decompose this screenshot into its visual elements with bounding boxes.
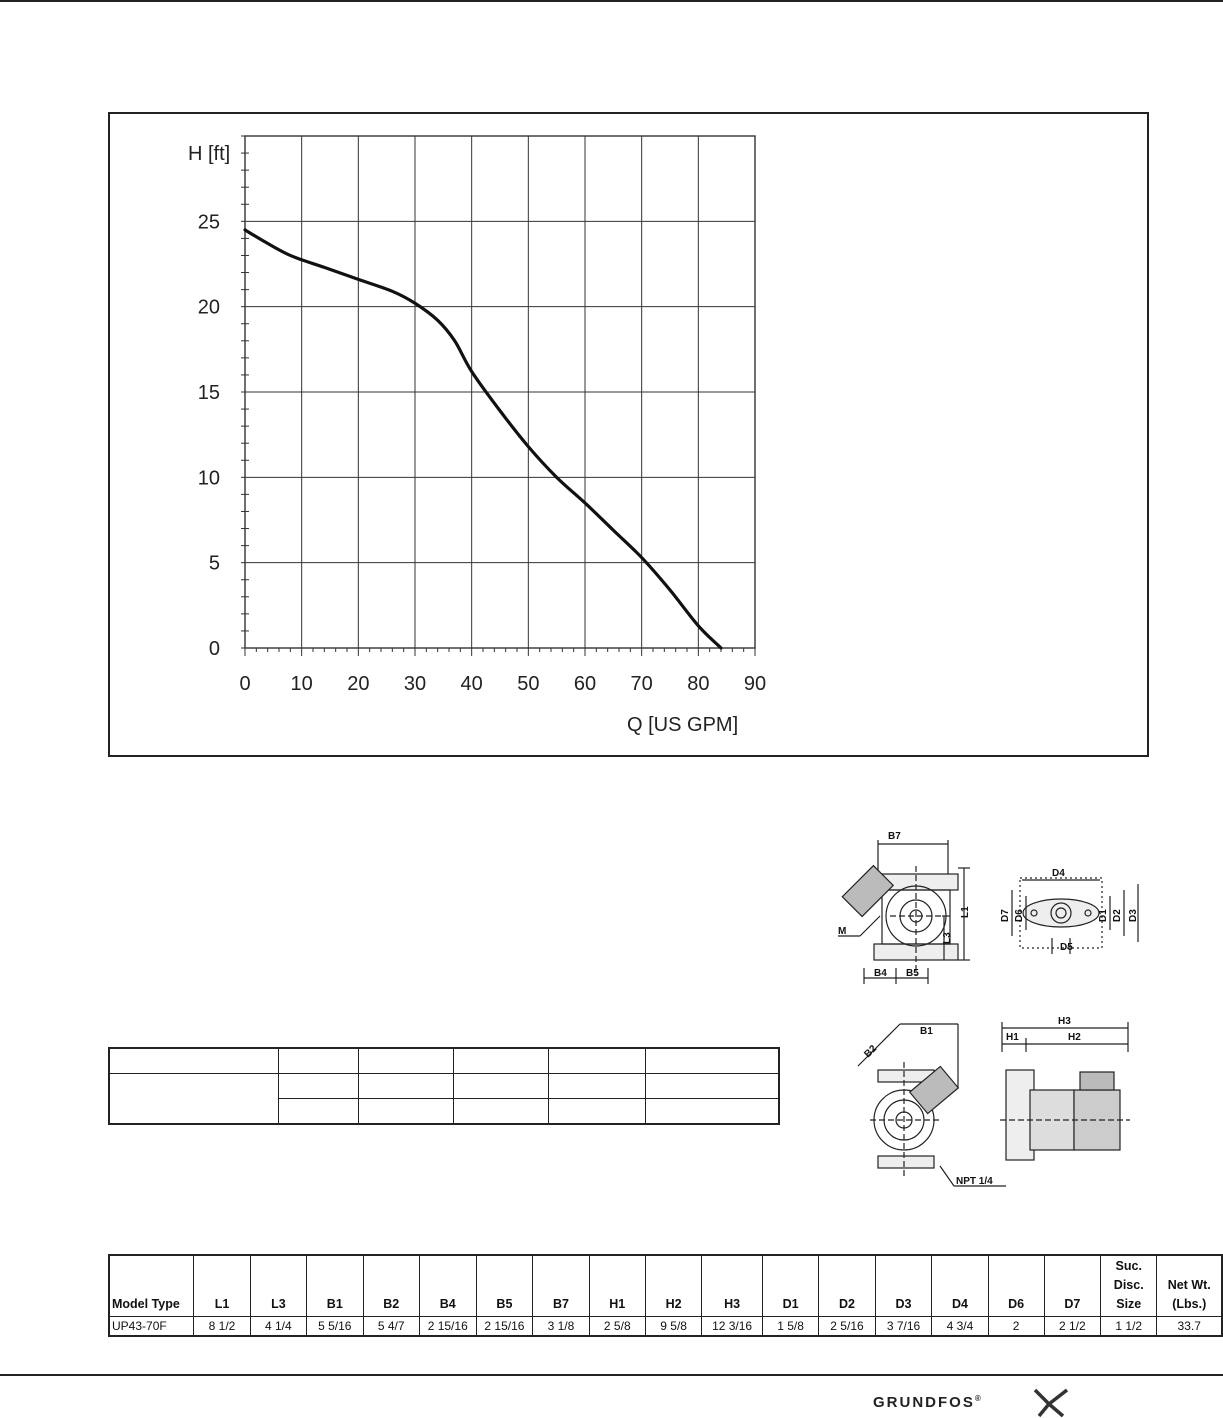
dimension-header-cell (1157, 1255, 1222, 1317)
bottom-rule (0, 1374, 1223, 1376)
y-tick-label: 25 (197, 211, 220, 234)
x-axis-title: Q [US GPM] (627, 714, 739, 736)
dimension-header-cell (819, 1255, 876, 1317)
x-tick-label: 0 (239, 673, 251, 695)
dimension-table-body (109, 1317, 1222, 1337)
front-view-drawing (838, 840, 970, 984)
top-rule (0, 0, 1223, 2)
dimension-cell: 2 5/8 (589, 1317, 645, 1337)
blank-cell (279, 1048, 359, 1074)
dimension-cell: 4 3/4 (932, 1317, 988, 1337)
label-b7: B7 (888, 831, 901, 842)
x-tick-label: 50 (517, 673, 540, 695)
dimension-header-cell (1044, 1255, 1100, 1317)
x-tick-label: 60 (573, 673, 597, 695)
y-tick-label: 15 (197, 382, 220, 404)
dimension-header-cell (476, 1255, 533, 1317)
dimension-header-text: B1 (326, 1297, 343, 1311)
label-d6: D6 (1014, 909, 1025, 922)
label-b2: B2 (862, 1043, 880, 1061)
dimension-header-text: D7 (1064, 1297, 1081, 1311)
dimension-table-header (109, 1255, 1222, 1317)
y-tick-label: 5 (208, 552, 220, 575)
blank-cell (646, 1048, 780, 1074)
dimension-header-cell (875, 1255, 932, 1317)
pump-curve-chart (108, 112, 1149, 757)
dimension-header-text: H1 (609, 1297, 626, 1311)
table-row (109, 1317, 1222, 1337)
dimension-cell: 2 (988, 1317, 1044, 1337)
dimension-header-text: Suc. (1115, 1259, 1142, 1273)
label-b1: B1 (920, 1026, 933, 1037)
dimension-cell: 33.7 (1157, 1317, 1222, 1337)
dimension-cell: 12 3/16 (702, 1317, 763, 1337)
dimension-header-text: D6 (1008, 1297, 1025, 1311)
blank-cell (109, 1048, 279, 1074)
brand-name: GRUNDFOS (873, 1394, 975, 1411)
dimension-header-text: L3 (271, 1297, 286, 1311)
dimension-cell: 5 5/16 (307, 1317, 364, 1337)
y-tick-label: 20 (197, 296, 220, 319)
dimension-header-text: H3 (724, 1297, 741, 1311)
dimension-header-cell (307, 1255, 364, 1317)
x-tick-label: 90 (743, 673, 767, 695)
dimension-header-cell (419, 1255, 476, 1317)
x-tick-label: 70 (630, 673, 653, 695)
blank-cell (646, 1099, 780, 1125)
label-d7: D7 (1000, 909, 1011, 922)
dimension-header-cell (533, 1255, 589, 1317)
blank-cell (454, 1099, 549, 1125)
dimension-header-text: B5 (496, 1297, 513, 1311)
y-tick-label: 0 (208, 638, 220, 660)
dimension-header-cell (645, 1255, 701, 1317)
blank-cell (279, 1099, 359, 1125)
dimension-cell: 3 1/8 (533, 1317, 589, 1337)
label-npt: NPT 1/4 (956, 1176, 993, 1187)
dimension-cell: 2 1/2 (1044, 1317, 1100, 1337)
label-h1: H1 (1006, 1032, 1019, 1043)
y-axis-title: H [ft] (188, 143, 231, 165)
dimension-header-cell (762, 1255, 818, 1317)
dimension-cell: 2 15/16 (419, 1317, 476, 1337)
dimension-header-text: D1 (782, 1297, 799, 1311)
x-tick-label: 80 (687, 673, 710, 695)
dimension-cell: 1 5/8 (762, 1317, 818, 1337)
dimension-header-cell (932, 1255, 988, 1317)
blank-cell (549, 1048, 646, 1074)
dimension-header-text: B2 (383, 1297, 400, 1311)
dimension-header-cell (109, 1255, 194, 1317)
dimension-header-text: L1 (214, 1297, 230, 1311)
brand-logo-icon (1033, 1388, 1069, 1418)
blank-cell (549, 1074, 646, 1099)
dimension-header-cell (363, 1255, 419, 1317)
brand-registered-mark: ® (974, 1394, 983, 1403)
x-tick-label: 20 (347, 673, 370, 695)
dimension-cell: UP43-70F (109, 1317, 194, 1337)
dimension-header-text: B4 (439, 1297, 456, 1311)
blank-cell (279, 1074, 359, 1099)
dimension-header-cell (1101, 1255, 1157, 1317)
label-d4: D4 (1052, 868, 1065, 879)
dimension-cell: 4 1/4 (250, 1317, 306, 1337)
dimension-header-text: Disc. (1113, 1278, 1144, 1292)
dimension-cell: 3 7/16 (875, 1317, 932, 1337)
label-h3: H3 (1058, 1016, 1071, 1027)
pump-curve-line (245, 230, 721, 648)
dimension-header-cell (194, 1255, 250, 1317)
x-tick-label: 40 (460, 673, 483, 695)
dimension-cell: 2 5/16 (819, 1317, 876, 1337)
label-m: M (838, 926, 847, 937)
dimension-header-text: H2 (665, 1297, 682, 1311)
dimension-cell: 8 1/2 (194, 1317, 250, 1337)
label-h2: H2 (1068, 1032, 1081, 1043)
dimension-header-cell (250, 1255, 306, 1317)
dimension-header-cell (589, 1255, 645, 1317)
label-l3: L3 (942, 932, 953, 944)
dimension-drawings (830, 826, 1150, 1196)
pump-curve-svg (110, 114, 1147, 755)
dimension-cell: 1 1/2 (1101, 1317, 1157, 1337)
dimension-header-text: (Lbs.) (1172, 1297, 1207, 1311)
blank-cell (109, 1074, 279, 1125)
dimension-cell: 5 4/7 (363, 1317, 419, 1337)
dimension-header-text: B7 (552, 1297, 569, 1311)
label-b4: B4 (874, 968, 887, 979)
blank-cell (359, 1099, 454, 1125)
dimension-header-cell (702, 1255, 763, 1317)
blank-cell (359, 1074, 454, 1099)
label-l1: L1 (960, 906, 971, 918)
dimension-header-text: Model Type (112, 1297, 180, 1311)
blank-cell (359, 1048, 454, 1074)
blank-cell (454, 1074, 549, 1099)
dimension-table (108, 1254, 1223, 1337)
label-d3: D3 (1128, 909, 1139, 922)
dimension-cell: 9 5/8 (645, 1317, 701, 1337)
y-tick-label: 10 (197, 467, 220, 490)
dimension-header-cell (988, 1255, 1044, 1317)
label-b5: B5 (906, 968, 919, 979)
blank-spec-table (108, 1047, 780, 1125)
label-d5: D5 (1060, 942, 1073, 953)
side-view-drawing (1000, 1022, 1130, 1160)
dimension-header-text: D4 (951, 1297, 968, 1311)
blank-cell (454, 1048, 549, 1074)
label-d1: D1 (1098, 909, 1109, 922)
dimension-header-text: Net Wt. (1167, 1278, 1211, 1292)
brand-logo (873, 1394, 983, 1411)
dimension-header-text: Size (1116, 1297, 1142, 1311)
x-tick-label: 30 (403, 673, 427, 695)
label-d2: D2 (1112, 909, 1123, 922)
dimension-cell: 2 15/16 (476, 1317, 533, 1337)
dimension-header-text: D2 (839, 1297, 855, 1311)
blank-cell (646, 1074, 780, 1099)
dimension-header-text: D3 (895, 1297, 912, 1311)
rotated-view-drawing (858, 1024, 1006, 1186)
x-tick-label: 10 (290, 673, 313, 695)
blank-cell (549, 1099, 646, 1125)
